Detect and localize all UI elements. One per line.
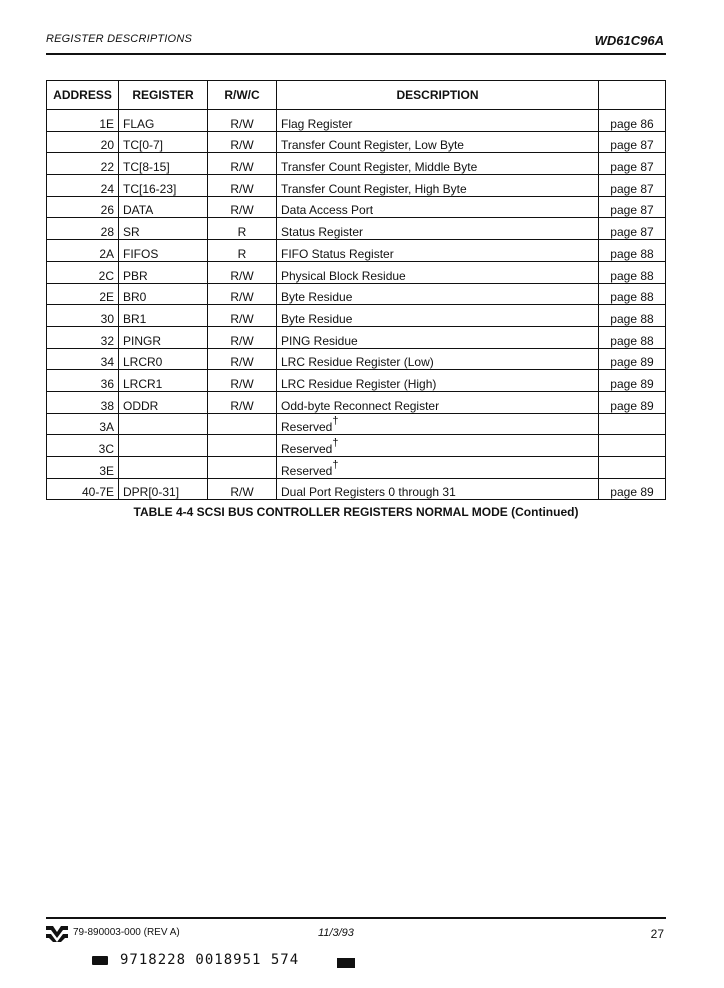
cell-page: [599, 457, 666, 479]
cell-description-text: Data Access Port: [281, 203, 374, 218]
cell-address-text: 34: [100, 355, 114, 370]
cell-register: [119, 131, 208, 153]
cell-address-text: 30: [100, 311, 114, 326]
cell-page-text: page 87: [610, 160, 654, 175]
cell-address-text: 1E: [99, 116, 114, 131]
cell-register-text: TC[16-23]: [123, 181, 177, 196]
cell-address-text: 2E: [99, 290, 114, 305]
table-row: [47, 196, 666, 218]
part-number: WD61C96A: [594, 33, 664, 48]
cell-rw: [208, 348, 277, 370]
cell-register: [119, 196, 208, 218]
cell-address: [47, 240, 119, 262]
cell-address-text: 20: [100, 138, 114, 153]
cell-description: [277, 305, 599, 327]
cell-description-text: Byte Residue: [281, 290, 353, 305]
cell-address-text: 22: [100, 160, 114, 175]
cell-address: [47, 348, 119, 370]
cell-rw: [208, 131, 277, 153]
cell-description-text: LRC Residue Register (Low): [281, 355, 434, 370]
cell-description: [277, 218, 599, 240]
cell-page: [599, 153, 666, 175]
cell-register-text: TC[8-15]: [123, 160, 170, 175]
cell-description: [277, 413, 599, 435]
cell-rw-text: R/W: [230, 333, 254, 348]
col-header-address: ADDRESS: [47, 81, 119, 110]
cell-address-text: 3C: [98, 442, 114, 456]
stamp-bar: [337, 958, 355, 968]
dagger-mark: †: [332, 437, 339, 449]
cell-address: [47, 478, 119, 500]
cell-register-text: DPR[0-31]: [123, 485, 180, 500]
cell-register-text: FIFOS: [123, 246, 159, 261]
cell-address: [47, 175, 119, 197]
page-number: 27: [650, 927, 664, 941]
cell-register-text: LRCR1: [123, 376, 163, 391]
cell-address-text: 40-7E: [81, 485, 114, 500]
cell-register: [119, 153, 208, 175]
cell-page-text: page 89: [610, 355, 654, 370]
cell-page: [599, 413, 666, 435]
cell-address: [47, 391, 119, 413]
col-header-page: [599, 81, 666, 110]
cell-rw: [208, 391, 277, 413]
cell-rw-text: R/W: [230, 355, 254, 370]
cell-register-text: PBR: [123, 268, 148, 283]
cell-page-text: page 87: [610, 225, 654, 240]
cell-register: [119, 218, 208, 240]
cell-rw-text: R/W: [230, 160, 254, 175]
table-body: [47, 110, 666, 500]
cell-address-text: 2A: [99, 246, 114, 261]
cell-page: [599, 348, 666, 370]
table-row: [47, 457, 666, 479]
cell-page-text: page 88: [610, 333, 654, 348]
cell-address: [47, 218, 119, 240]
cell-rw-text: R/W: [230, 181, 254, 196]
cell-address: [47, 196, 119, 218]
cell-rw: [208, 478, 277, 500]
cell-rw: [208, 261, 277, 283]
cell-page: [599, 305, 666, 327]
cell-rw: [208, 218, 277, 240]
table-header-row: [47, 81, 666, 110]
cell-page: [599, 261, 666, 283]
dagger-mark: †: [332, 458, 339, 471]
cell-address: [47, 110, 119, 132]
stamp-code: 9718228 0018951 574: [120, 952, 300, 968]
cell-page-text: page 87: [610, 138, 654, 153]
cell-address: [47, 326, 119, 348]
cell-address: [47, 305, 119, 327]
cell-description: [277, 283, 599, 305]
section-title: REGISTER DESCRIPTIONS: [46, 33, 192, 45]
cell-description: [277, 457, 599, 479]
cell-rw-text: R/W: [230, 268, 254, 283]
table-row: [47, 110, 666, 132]
cell-register: [119, 110, 208, 132]
cell-rw-text: R/W: [230, 290, 254, 305]
cell-page-text: page 86: [610, 116, 654, 131]
cell-address-text: 36: [100, 376, 114, 391]
cell-register-text: FLAG: [123, 116, 155, 131]
cell-rw: [208, 175, 277, 197]
cell-description-text: Byte Residue: [281, 311, 353, 326]
cell-rw: [208, 305, 277, 327]
cell-page: [599, 218, 666, 240]
cell-address-text: 3E: [99, 463, 114, 478]
cell-page-text: page 87: [610, 181, 654, 196]
table-row: [47, 175, 666, 197]
cell-register: [119, 261, 208, 283]
cell-register: [119, 283, 208, 305]
cell-register: [119, 370, 208, 392]
cell-page: [599, 391, 666, 413]
doc-date: 11/3/93: [318, 927, 354, 939]
cell-rw-text: R: [237, 246, 247, 261]
cell-description-text: Flag Register: [281, 116, 353, 131]
cell-page-text: page 89: [610, 376, 654, 391]
cell-register-text: BR1: [123, 311, 147, 326]
cell-page-text: page 87: [610, 203, 654, 218]
cell-rw: [208, 110, 277, 132]
cell-register: [119, 391, 208, 413]
table-row: [47, 370, 666, 392]
register-table: [46, 80, 666, 500]
cell-page: [599, 478, 666, 500]
doc-number: 79-890003-000 (REV A): [73, 927, 180, 938]
cell-page: [599, 240, 666, 262]
cell-rw-text: R/W: [230, 138, 254, 153]
cell-rw-text: R/W: [230, 311, 254, 326]
cell-address: [47, 153, 119, 175]
cell-address-text: 32: [100, 333, 114, 348]
table-row: [47, 326, 666, 348]
cell-description-text: Dual Port Registers 0 through 31: [281, 485, 456, 500]
cell-register: [119, 478, 208, 500]
cell-description-text: PING Residue: [281, 333, 358, 348]
cell-description-text: Transfer Count Register, High Byte: [281, 181, 467, 196]
cell-register-text: SR: [123, 225, 140, 240]
cell-address: [47, 131, 119, 153]
cell-address: [47, 261, 119, 283]
cell-rw: [208, 283, 277, 305]
cell-address-text: 38: [100, 398, 114, 413]
cell-rw-text: R/W: [230, 398, 254, 413]
cell-rw: [208, 435, 277, 457]
table-row: [47, 218, 666, 240]
cell-page: [599, 435, 666, 457]
cell-page: [599, 131, 666, 153]
cell-page: [599, 110, 666, 132]
table-row: [47, 348, 666, 370]
cell-rw: [208, 370, 277, 392]
cell-description-text: Transfer Count Register, Middle Byte: [281, 160, 478, 175]
cell-register: [119, 240, 208, 262]
cell-address: [47, 435, 119, 457]
table-row: [47, 153, 666, 175]
cell-description: [277, 370, 599, 392]
cell-address: [47, 413, 119, 435]
table-row: [47, 305, 666, 327]
cell-rw: [208, 153, 277, 175]
cell-rw-text: R/W: [230, 376, 254, 391]
cell-description-text: Odd-byte Reconnect Register: [281, 398, 440, 413]
table-row: [47, 261, 666, 283]
cell-page-text: page 88: [610, 246, 654, 261]
cell-register: [119, 326, 208, 348]
cell-register-text: LRCR0: [123, 355, 163, 370]
cell-register: [119, 435, 208, 457]
cell-description: [277, 196, 599, 218]
cell-register: [119, 305, 208, 327]
table-row: [47, 240, 666, 262]
cell-register-text: TC[0-7]: [123, 138, 164, 153]
table-row: [47, 283, 666, 305]
cell-description: [277, 326, 599, 348]
table-row: [47, 478, 666, 500]
cell-page-text: page 89: [610, 398, 654, 413]
dagger-mark: †: [332, 415, 339, 428]
cell-register-text: PINGR: [123, 333, 162, 348]
table-row: [47, 391, 666, 413]
col-header-rwc: R/W/C: [208, 81, 277, 110]
col-header-description: DESCRIPTION: [277, 81, 599, 110]
cell-description: [277, 478, 599, 500]
cell-register: [119, 457, 208, 479]
cell-address-text: 2C: [98, 268, 114, 283]
cell-description: [277, 391, 599, 413]
cell-description: [277, 131, 599, 153]
cell-page: [599, 283, 666, 305]
cell-address: [47, 283, 119, 305]
cell-register: [119, 413, 208, 435]
cell-description: [277, 435, 599, 457]
cell-description-text: Reserved: [281, 463, 333, 478]
cell-page: [599, 370, 666, 392]
cell-address-text: 3A: [99, 420, 114, 435]
cell-address: [47, 370, 119, 392]
cell-rw: [208, 413, 277, 435]
cell-description-text: LRC Residue Register (High): [281, 376, 437, 391]
cell-address-text: 28: [100, 225, 114, 240]
cell-page: [599, 326, 666, 348]
cell-page: [599, 175, 666, 197]
cell-description: [277, 240, 599, 262]
cell-page-text: page 88: [610, 268, 654, 283]
stamp-mark: [92, 956, 108, 965]
cell-register: [119, 348, 208, 370]
cell-description: [277, 153, 599, 175]
cell-description-text: Reserved: [281, 420, 333, 435]
footer-rule: [46, 917, 666, 919]
cell-description-text: FIFO Status Register: [281, 246, 394, 261]
wd-logo-icon: [46, 926, 68, 942]
cell-page-text: page 89: [610, 485, 654, 500]
cell-page-text: page 88: [610, 311, 654, 326]
col-header-register: REGISTER: [119, 81, 208, 110]
cell-rw-text: R/W: [230, 116, 254, 131]
cell-description: [277, 261, 599, 283]
table-caption: TABLE 4-4 SCSI BUS CONTROLLER REGISTERS NORMAL MODE (Continued): [133, 505, 579, 519]
cell-register-text: ODDR: [123, 398, 159, 413]
cell-page: [599, 196, 666, 218]
cell-register: [119, 175, 208, 197]
cell-description-text: Physical Block Residue: [281, 268, 406, 283]
cell-description-text: Transfer Count Register, Low Byte: [281, 138, 464, 153]
table-row: [47, 413, 666, 435]
cell-register-text: DATA: [123, 203, 154, 218]
cell-rw-text: R/W: [230, 485, 254, 500]
cell-description-text: Status Register: [281, 225, 364, 240]
cell-description-text: Reserved: [281, 442, 333, 456]
cell-rw: [208, 457, 277, 479]
cell-rw: [208, 196, 277, 218]
cell-address-text: 24: [100, 181, 114, 196]
table-row: [47, 435, 666, 457]
cell-rw-text: R/W: [230, 203, 254, 218]
cell-rw: [208, 326, 277, 348]
table-row: [47, 131, 666, 153]
cell-description: [277, 110, 599, 132]
cell-page-text: page 88: [610, 290, 654, 305]
cell-description: [277, 348, 599, 370]
header-rule: [46, 53, 666, 55]
cell-rw-text: R: [237, 225, 247, 240]
cell-address-text: 26: [100, 203, 114, 218]
cell-register-text: BR0: [123, 290, 147, 305]
cell-address: [47, 457, 119, 479]
cell-rw: [208, 240, 277, 262]
cell-description: [277, 175, 599, 197]
